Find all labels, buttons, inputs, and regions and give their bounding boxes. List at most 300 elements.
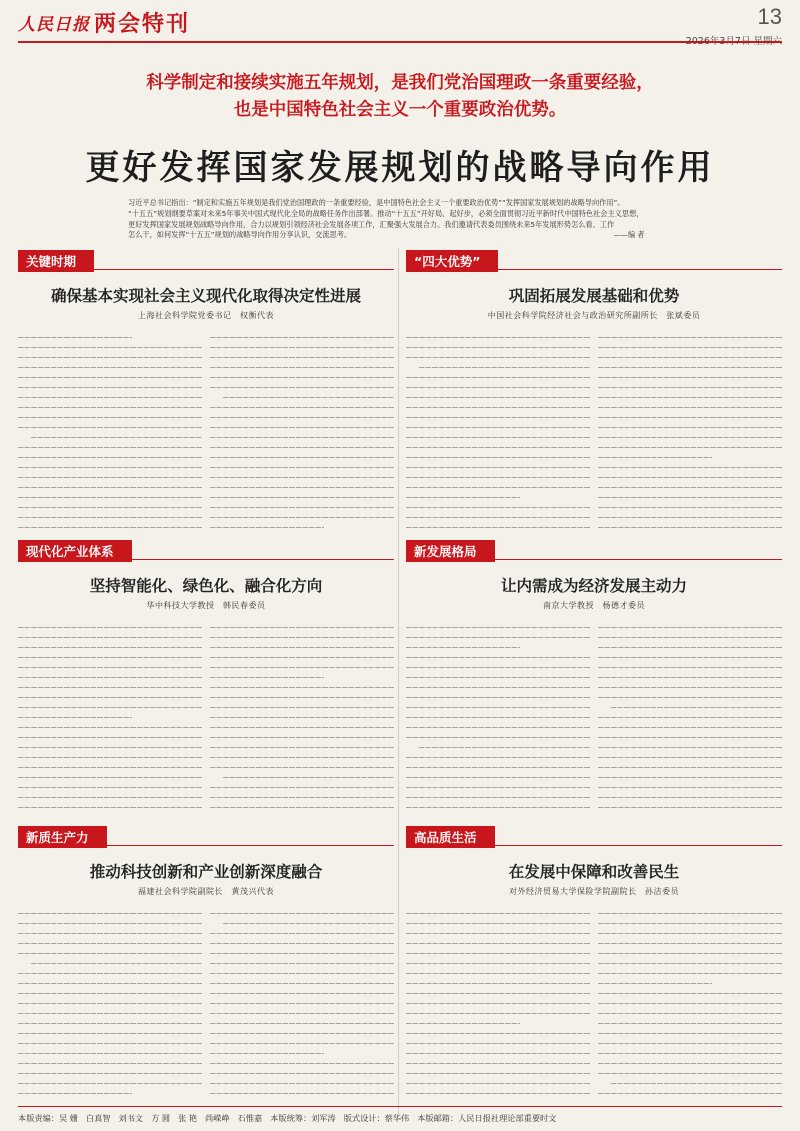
body-text-line — [18, 1078, 202, 1088]
page-number: 13 — [757, 4, 782, 29]
body-text-line — [210, 702, 394, 712]
body-text-line — [598, 472, 782, 482]
body-text-column — [598, 908, 782, 1100]
body-text-line — [210, 762, 394, 772]
body-text-line — [18, 1008, 202, 1018]
body-text-line — [210, 722, 394, 732]
body-text-line — [18, 392, 202, 402]
article-title: 推动科技创新和产业创新深度融合 — [89, 863, 323, 881]
body-text-line — [18, 1028, 202, 1038]
body-text-line — [18, 998, 202, 1008]
body-text-line — [210, 502, 394, 512]
body-text-line — [18, 762, 202, 772]
body-text-line — [598, 512, 782, 522]
body-text-line — [18, 742, 202, 752]
body-text-line — [18, 362, 202, 372]
footer-credit: 石惟嘉 — [237, 1113, 263, 1123]
body-text-line — [18, 988, 202, 998]
body-text-line — [18, 938, 202, 948]
body-text-line — [406, 702, 590, 712]
body-text-line — [18, 642, 202, 652]
body-text-line — [210, 908, 394, 918]
footer-credit: 本版责编：吴 姗 — [18, 1113, 78, 1123]
editor-note-line-2: “十五五”规划纲要草案对未来5年事关中国式现代化全局的战略任务作出部署。推动“十五五”开好局、起好步，必须全面贯彻习近平新时代中国特色社会主义思想， — [128, 208, 644, 218]
body-text-line — [598, 802, 782, 812]
body-text-column — [18, 622, 202, 815]
body-text-line — [210, 1018, 394, 1028]
article-tag: 现代化产业体系 — [18, 540, 132, 562]
body-text-line — [406, 908, 590, 918]
body-text-line — [210, 402, 394, 412]
pull-quote-line-2: 也是中国特色社会主义一个重要政治优势。 — [233, 100, 567, 120]
body-text-line — [611, 1078, 782, 1088]
body-text-line — [598, 908, 782, 918]
body-text-line — [598, 958, 782, 968]
body-text-line — [210, 968, 394, 978]
body-text-line — [18, 732, 202, 742]
article-tag: 高品质生活 — [406, 826, 495, 848]
tag-rule — [406, 269, 782, 270]
body-text-line — [18, 672, 202, 682]
body-text-line — [210, 382, 394, 392]
article-four-advantages — [406, 250, 782, 532]
body-text-line — [18, 622, 202, 632]
body-text-line — [210, 712, 394, 722]
body-text-line — [210, 442, 394, 452]
body-text-line — [210, 452, 394, 462]
article-tag: 新质生产力 — [18, 826, 107, 848]
body-text-line — [210, 372, 394, 382]
body-text-line — [598, 492, 782, 502]
body-text-line — [598, 622, 782, 632]
body-text-column — [210, 622, 394, 815]
body-text-line — [406, 522, 590, 532]
article-title: 坚持智能化、绿色化、融合化方向 — [89, 577, 323, 595]
body-text-line — [18, 908, 202, 918]
body-text-line — [210, 732, 394, 742]
body-text-line — [18, 482, 202, 492]
body-text-line — [598, 712, 782, 722]
body-text-line — [210, 512, 394, 522]
body-text-line — [210, 1058, 394, 1068]
body-text-line — [406, 692, 590, 702]
body-text-line — [598, 1048, 782, 1058]
body-text-line — [406, 1048, 590, 1058]
body-text-line — [210, 978, 394, 988]
body-text-line — [406, 968, 590, 978]
article-author: 对外经济贸易大学保险学院副院长 孙洁委员 — [509, 887, 679, 896]
body-text-line — [406, 382, 590, 392]
body-text-line — [598, 352, 782, 362]
body-text-line — [598, 1038, 782, 1048]
body-text-line — [18, 422, 202, 432]
body-text-line — [598, 918, 782, 928]
body-text-line — [598, 968, 782, 978]
body-text-line — [406, 762, 590, 772]
body-text-line — [210, 938, 394, 948]
body-text-line — [210, 742, 394, 752]
body-text-line — [598, 988, 782, 998]
body-text-line — [18, 512, 202, 522]
body-text-line — [406, 918, 590, 928]
body-text-line — [18, 682, 202, 692]
body-text-line — [406, 392, 590, 402]
body-text-line — [598, 342, 782, 352]
issue-date — [686, 33, 782, 47]
body-text-line — [210, 928, 394, 938]
footer-credit: 方 圆 — [151, 1113, 171, 1123]
body-text-line — [18, 968, 202, 978]
body-text-line — [210, 332, 394, 342]
body-text-line — [406, 352, 590, 362]
body-text-line — [598, 642, 782, 652]
body-text-line — [598, 732, 782, 742]
body-text-line — [598, 1008, 782, 1018]
body-text-line — [18, 772, 202, 782]
body-text-line — [31, 432, 202, 442]
body-text-line — [18, 402, 202, 412]
body-text-line — [406, 642, 520, 652]
body-text-line — [598, 452, 712, 462]
body-text-line — [406, 1088, 590, 1098]
article-key-period — [18, 250, 394, 532]
body-text-line — [18, 332, 132, 342]
body-text-line — [406, 622, 590, 632]
body-text-line — [598, 762, 782, 772]
body-text-line — [406, 998, 590, 1008]
footer-credit: 版式设计：蔡华伟 — [343, 1113, 410, 1123]
body-text-line — [406, 1018, 520, 1028]
masthead-divider — [18, 41, 782, 43]
body-text-line — [611, 702, 782, 712]
body-text-line — [223, 918, 394, 928]
body-text-line — [406, 802, 590, 812]
body-text-line — [598, 772, 782, 782]
body-text-line — [406, 978, 590, 988]
body-text-line — [210, 672, 324, 682]
body-text-line — [406, 782, 590, 792]
main-headline: 更好发挥国家发展规划的战略导向作用 — [85, 148, 715, 188]
article-new-productive-forces — [18, 826, 394, 1100]
body-text-line — [406, 472, 590, 482]
body-text-line — [18, 712, 132, 722]
body-text-line — [598, 482, 782, 492]
body-text-line — [18, 1088, 132, 1098]
body-text-line — [210, 422, 394, 432]
body-text-line — [210, 622, 394, 632]
footer-credit: 本版统筹：刘军涛 — [270, 1113, 336, 1123]
newspaper-logo: 人民日报 — [18, 15, 90, 35]
body-text-line — [406, 928, 590, 938]
body-text-line — [210, 412, 394, 422]
body-text-line — [406, 1038, 590, 1048]
body-text-line — [223, 772, 394, 782]
body-text-column — [406, 622, 590, 815]
body-text-line — [598, 662, 782, 672]
body-text-line — [18, 1038, 202, 1048]
body-text-line — [18, 522, 202, 532]
footer-credit: 本版邮箱：人民日报社理论部重要时文 — [417, 1113, 557, 1123]
body-text-line — [598, 1068, 782, 1078]
body-text-line — [598, 382, 782, 392]
article-author: 上海社会科学院党委书记 权衡代表 — [138, 311, 274, 320]
article-body — [406, 332, 782, 532]
body-text-line — [406, 342, 590, 352]
tag-rule — [406, 559, 782, 560]
body-text-line — [406, 712, 590, 722]
body-text-line — [210, 752, 394, 762]
body-text-line — [406, 1028, 590, 1038]
body-text-line — [598, 682, 782, 692]
editor-note — [128, 198, 723, 241]
body-text-line — [18, 472, 202, 482]
body-text-line — [598, 362, 782, 372]
body-text-line — [406, 672, 590, 682]
body-text-line — [598, 978, 712, 988]
body-text-line — [18, 462, 202, 472]
body-text-column — [406, 332, 590, 532]
body-text-line — [406, 482, 590, 492]
body-text-line — [406, 752, 590, 762]
body-text-line — [18, 782, 202, 792]
body-text-line — [18, 928, 202, 938]
body-text-line — [18, 502, 202, 512]
body-text-column — [18, 908, 202, 1100]
body-text-line — [18, 802, 202, 812]
body-text-line — [406, 492, 520, 502]
body-text-line — [18, 492, 202, 502]
editor-note-line-4: 怎么干，如何发挥“十五五”规划的战略导向作用分享认识，交流思考。 ——编 者 — [128, 230, 645, 240]
body-text-line — [406, 1008, 590, 1018]
body-text-column — [18, 332, 202, 532]
body-text-column — [406, 908, 590, 1100]
body-text-line — [598, 652, 782, 662]
body-text-line — [210, 662, 394, 672]
body-text-line — [210, 792, 394, 802]
body-text-line — [598, 998, 782, 1008]
article-body — [406, 908, 782, 1100]
body-text-line — [598, 722, 782, 732]
tag-rule — [406, 845, 782, 846]
body-text-line — [18, 1068, 202, 1078]
editor-note-line-3: 更好发挥国家发展规划战略导向作用，合力以规划引领经济社会发展各项工作，汇聚强大发展合力。我们邀请代表委员围绕未来5年发展形势怎么看、工作 — [128, 219, 615, 229]
body-text-line — [406, 502, 590, 512]
body-text-line — [598, 782, 782, 792]
body-text-line — [210, 1008, 394, 1018]
body-text-line — [18, 1058, 202, 1068]
body-text-line — [18, 792, 202, 802]
body-text-line — [598, 372, 782, 382]
article-tag: 关键时期 — [18, 250, 94, 272]
body-text-line — [210, 522, 324, 532]
body-text-line — [18, 652, 202, 662]
article-title: 巩固拓展发展基础和优势 — [508, 287, 680, 305]
body-text-column — [210, 908, 394, 1100]
article-title: 在发展中保障和改善民生 — [508, 863, 680, 881]
body-text-line — [406, 412, 590, 422]
body-text-line — [210, 1038, 394, 1048]
body-text-line — [210, 632, 394, 642]
body-text-line — [18, 352, 202, 362]
body-text-line — [210, 362, 394, 372]
body-text-line — [598, 412, 782, 422]
body-text-line — [18, 722, 202, 732]
article-body — [18, 622, 394, 815]
body-text-line — [406, 938, 590, 948]
body-text-line — [598, 792, 782, 802]
body-text-line — [406, 948, 590, 958]
footer-credits — [18, 1107, 782, 1124]
footer-credit: 尚嵘峥 — [205, 1113, 230, 1123]
body-text-line — [406, 462, 590, 472]
body-text-line — [406, 652, 590, 662]
body-text-line — [406, 792, 590, 802]
tag-rule — [18, 269, 394, 270]
body-text-line — [406, 442, 590, 452]
body-text-line — [18, 692, 202, 702]
body-text-line — [406, 512, 590, 522]
body-text-line — [210, 1078, 394, 1088]
body-text-column — [598, 622, 782, 815]
body-text-line — [406, 1068, 590, 1078]
body-text-line — [210, 352, 394, 362]
tag-rule — [18, 845, 394, 846]
body-text-line — [210, 782, 394, 792]
body-text-column — [210, 332, 394, 532]
pull-quote-line-1: 科学制定和接续实施五年规划，是我们党治国理政一条重要经验， — [146, 73, 654, 93]
body-text-line — [210, 958, 394, 968]
body-text-line — [406, 452, 590, 462]
body-text-line — [598, 948, 782, 958]
body-text-line — [210, 1048, 324, 1058]
body-text-line — [210, 432, 394, 442]
body-text-line — [210, 682, 394, 692]
body-text-line — [598, 928, 782, 938]
body-text-line — [406, 422, 590, 432]
body-text-line — [406, 988, 590, 998]
footer-credit: 刘书文 — [118, 1113, 144, 1123]
body-text-line — [598, 522, 782, 532]
pull-quote — [0, 70, 800, 124]
article-title: 让内需成为经济发展主动力 — [500, 577, 687, 595]
body-text-line — [18, 948, 202, 958]
body-text-line — [210, 692, 394, 702]
body-text-line — [223, 392, 394, 402]
body-text-line — [598, 462, 782, 472]
body-text-line — [210, 1068, 394, 1078]
body-text-line — [210, 472, 394, 482]
article-author: 南京大学教授 杨德才委员 — [543, 601, 645, 610]
body-text-line — [406, 732, 590, 742]
article-author: 华中科技大学教授 韩民春委员 — [146, 601, 266, 610]
body-text-line — [18, 918, 202, 928]
body-text-line — [18, 702, 202, 712]
body-text-line — [598, 1088, 782, 1098]
article-body — [406, 622, 782, 815]
body-text-line — [406, 662, 590, 672]
body-text-line — [598, 392, 782, 402]
body-text-line — [598, 752, 782, 762]
body-text-line — [31, 958, 202, 968]
article-body — [18, 332, 394, 532]
article-tag: “四大优势” — [406, 250, 498, 272]
body-text-line — [210, 802, 394, 812]
body-text-line — [598, 422, 782, 432]
body-text-line — [18, 342, 202, 352]
body-text-line — [210, 948, 394, 958]
body-text-line — [210, 342, 394, 352]
body-text-line — [406, 632, 590, 642]
body-text-line — [406, 1078, 590, 1088]
body-text-line — [18, 632, 202, 642]
body-text-line — [18, 1018, 202, 1028]
footer-credit: 白真智 — [85, 1113, 111, 1123]
body-text-line — [18, 382, 202, 392]
article-quality-life — [406, 826, 782, 1100]
masthead — [18, 4, 782, 42]
body-text-line — [598, 1028, 782, 1038]
body-text-line — [419, 362, 590, 372]
body-text-line — [406, 332, 590, 342]
body-text-line — [210, 652, 394, 662]
body-text-line — [598, 1018, 782, 1028]
body-text-line — [406, 402, 590, 412]
article-author: 中国社会科学院经济社会与政治研究所副所长 张斌委员 — [487, 311, 701, 320]
body-text-line — [18, 752, 202, 762]
body-text-line — [406, 682, 590, 692]
body-text-line — [210, 988, 394, 998]
body-text-line — [406, 722, 590, 732]
body-text-line — [18, 412, 202, 422]
body-text-line — [210, 1088, 394, 1098]
body-text-line — [598, 432, 782, 442]
body-text-line — [419, 742, 590, 752]
body-text-line — [598, 938, 782, 948]
body-text-line — [210, 1028, 394, 1038]
article-tag: 新发展格局 — [406, 540, 495, 562]
article-body — [18, 908, 394, 1100]
body-text-line — [18, 442, 202, 452]
tag-rule — [18, 559, 394, 560]
editor-note-line-1: 习近平总书记指出：“制定和实施五年规划是我们党治国理政的一条重要经验，是中国特色社会主义一个重要政治优势”“发挥国家发展规划的战略导向作用”。 — [128, 198, 625, 207]
body-text-line — [406, 958, 590, 968]
section-title: 两会特刊 — [94, 12, 191, 37]
body-text-line — [598, 1058, 782, 1068]
body-text-line — [406, 772, 590, 782]
body-text-line — [210, 492, 394, 502]
body-text-line — [210, 482, 394, 492]
body-text-line — [598, 442, 782, 452]
body-text-line — [598, 402, 782, 412]
body-text-line — [598, 632, 782, 642]
body-text-line — [406, 432, 590, 442]
body-text-line — [210, 642, 394, 652]
body-text-line — [598, 332, 782, 342]
page-footer — [18, 1106, 782, 1126]
body-text-line — [406, 1058, 590, 1068]
body-text-line — [598, 742, 782, 752]
body-text-line — [210, 462, 394, 472]
body-text-line — [598, 692, 782, 702]
footer-credit: 张 艳 — [178, 1113, 198, 1123]
body-text-line — [18, 372, 202, 382]
article-new-development-pattern — [406, 540, 782, 815]
column-divider — [398, 248, 399, 1114]
article-title: 确保基本实现社会主义现代化取得决定性进展 — [50, 287, 361, 305]
body-text-line — [598, 672, 782, 682]
body-text-line — [210, 998, 394, 1008]
body-text-line — [18, 662, 202, 672]
